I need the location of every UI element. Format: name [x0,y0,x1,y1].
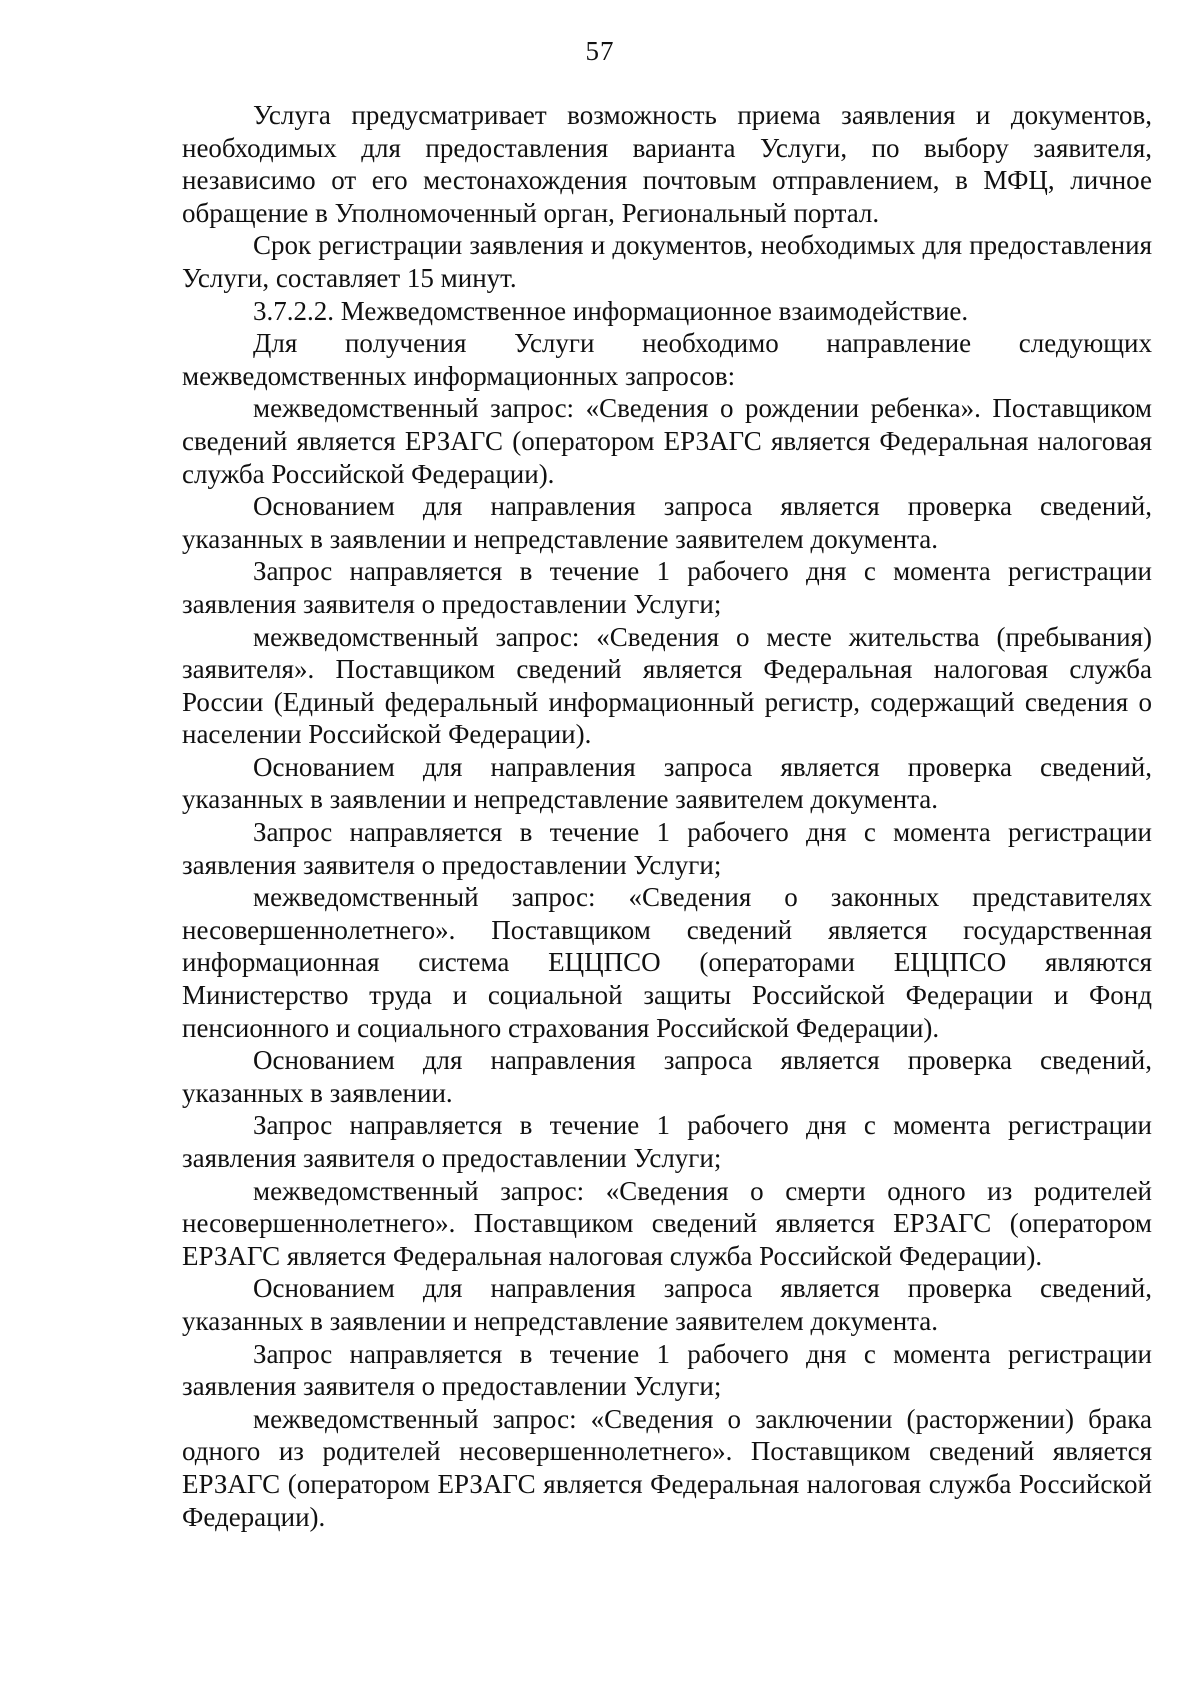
paragraph-request-deadline: Запрос направляется в течение 1 рабочего дня с момента регистрации заявления заявителя о предоставлении Услуги; [182,1338,1152,1402]
paragraph-registration-time: Срок регистрации заявления и документов, необходимых для предоставления Услуги, составляет 15 минут. [182,230,1152,293]
paragraph-request-basis: Основанием для направления запроса является проверка сведений, указанных в заявлении и непредставление заявителем документа. [182,751,1152,815]
paragraph-request-death-info: межведомственный запрос: «Сведения о смерти одного из родителей несовершеннолетнего». Поставщиком сведений является ЕРЗАГС (оператором ЕРЗАГС является Федеральная налоговая служба Российской Федерации). [182,1175,1152,1271]
paragraph-service-submission: Услуга предусматривает возможность приема заявления и документов, необходимых для предоставления варианта Услуги, по выбору заявителя, независимо от его местонахождения почтовым отправлением, в МФЦ, личное обращение в Уполномоченный орган, Региональный портал. [182,100,1152,228]
paragraph-request-deadline: Запрос направляется в течение 1 рабочего дня с момента регистрации заявления заявителя о предоставлении Услуги; [182,1110,1152,1173]
paragraph-request-deadline: Запрос направляется в течение 1 рабочего дня с момента регистрации заявления заявителя о предоставлении Услуги; [182,556,1152,619]
paragraph-requests-intro: Для получения Услуги необходимо направление следующих межведомственных информационных запросов: [182,328,1152,391]
paragraph-request-deadline: Запрос направляется в течение 1 рабочего дня с момента регистрации заявления заявителя о предоставлении Услуги; [182,817,1152,880]
paragraph-request-basis: Основанием для направления запроса является проверка сведений, указанных в заявлении и непредставление заявителем документа. [182,1273,1152,1336]
paragraph-request-basis: Основанием для направления запроса является проверка сведений, указанных в заявлении и непредставление заявителем документа. [182,491,1152,554]
paragraph-request-guardians-info: межведомственный запрос: «Сведения о законных представителях несовершеннолетнего». Поставщиком сведений является государственная информационная система ЕЦЦПСО (операторами ЕЦЦПСО являются Министерство труда и социальной защиты Российской Федерации и Фонд пенсионного и социального страхования Российской Федерации). [182,882,1152,1043]
page-number: 57 [585,36,615,66]
section-heading-3-7-2-2: 3.7.2.2. Межведомственное информационное взаимодействие. [253,295,969,326]
paragraph-request-residence-info: межведомственный запрос: «Сведения о месте жительства (пребывания) заявителя». Поставщиком сведений является Федеральная налоговая служба России (Единый федеральный информационный регистр, содержащий сведения о населении Российской Федерации). [182,621,1152,750]
paragraph-request-marriage-info: межведомственный запрос: «Сведения о заключении (расторжении) брака одного из родителей несовершеннолетнего». Поставщиком сведений является ЕРЗАГС (оператором ЕРЗАГС является Федеральная налоговая служба Российской Федерации). [182,1403,1152,1532]
document-body [182,99,1152,1533]
paragraph-request-birth-info: межведомственный запрос: «Сведения о рождении ребенка». Поставщиком сведений является ЕРЗАГС (оператором ЕРЗАГС является Федеральная налоговая служба Российской Федерации). [182,393,1152,489]
paragraph-request-basis: Основанием для направления запроса является проверка сведений, указанных в заявлении. [182,1045,1152,1108]
